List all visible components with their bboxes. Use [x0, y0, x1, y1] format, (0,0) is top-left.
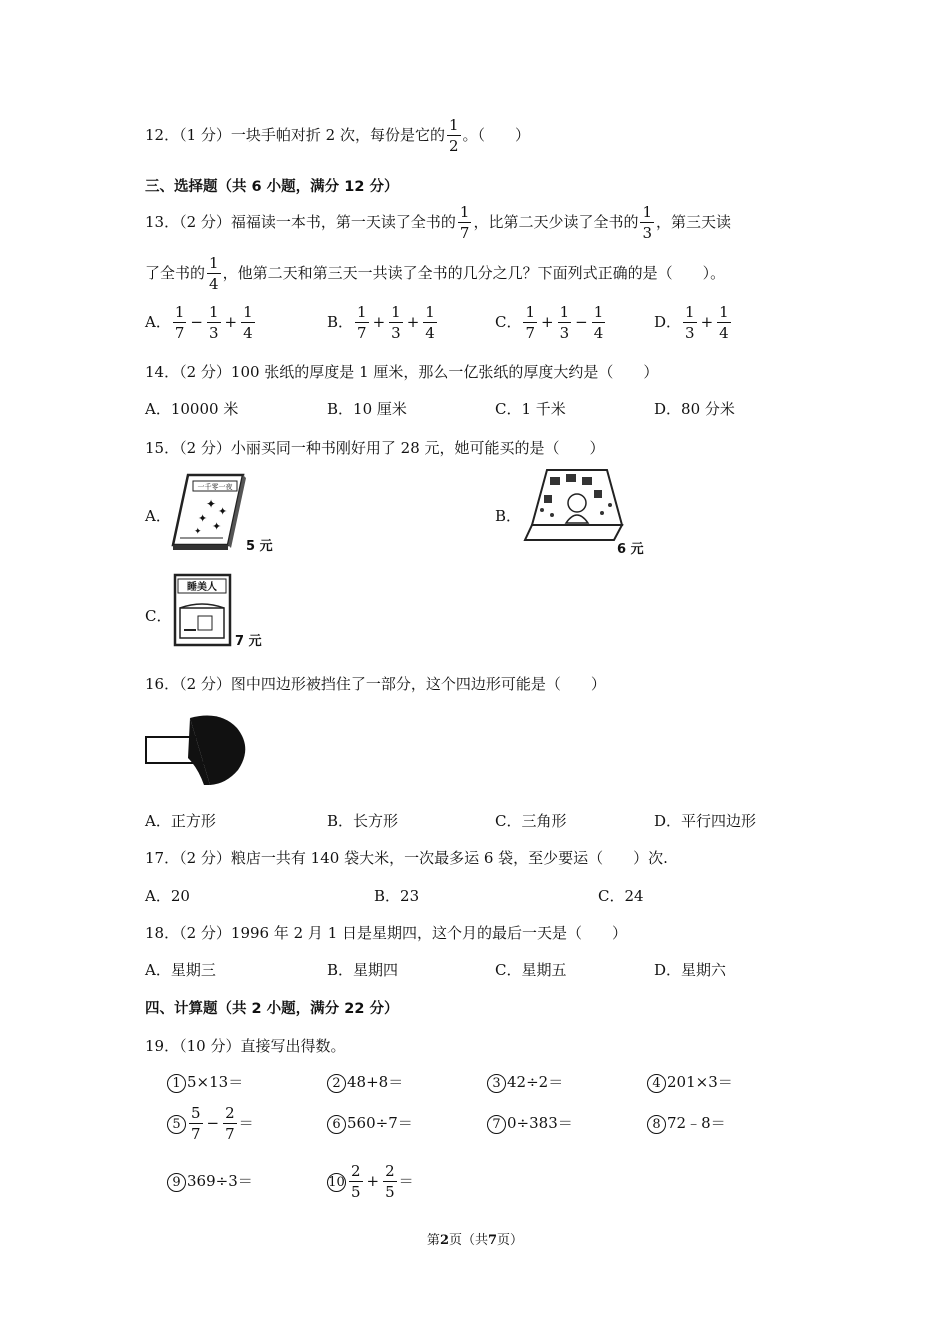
circled-number: 9: [167, 1173, 186, 1192]
quadrilateral-figure: [140, 708, 255, 788]
question-15: 15．（2 分）小丽买同一种书刚好用了 28 元，她可能买的是（ ）: [145, 439, 605, 457]
question-text: ，他第二天和第三天一共读了全书的几分之几？下面列式正确的是（ ）。: [222, 264, 726, 282]
fraction: $\frac{1}{4}$: [593, 303, 604, 342]
option-c: C． $\frac{1}{7}$ + $\frac{1}{3}$ − $\frac{1}{4}$: [495, 303, 604, 342]
fraction: $\frac{5}{7}$: [191, 1104, 201, 1143]
circled-number: 10: [328, 1174, 345, 1190]
fraction: $\frac{1}{4}$: [209, 254, 219, 293]
fraction: $\frac{2}{5}$: [385, 1162, 395, 1201]
fraction: $\frac{1}{4}$: [425, 303, 435, 342]
fraction: $\frac{1}{4}$: [243, 303, 253, 342]
option-a: A．10000 米: [145, 400, 239, 418]
fraction: $\frac{1}{7}$: [459, 203, 470, 242]
option-b: B． $\frac{1}{7}$ + $\frac{1}{3}$ + $\frac{1}{4}$: [327, 303, 435, 342]
circled-number: 6: [327, 1115, 346, 1134]
option-a: A．: [145, 507, 171, 525]
option-c: C．星期五: [495, 961, 567, 979]
option-a: A． $\frac{1}{7}$ − $\frac{1}{3}$ + $\frac{1}{4}$: [145, 303, 253, 342]
option-d: D．80 分米: [654, 400, 735, 418]
option-b: B．23: [374, 887, 420, 905]
fraction: $\frac{1}{7}$: [525, 303, 536, 342]
option-b: B．星期四: [327, 961, 399, 979]
fraction: $\frac{1}{3}$: [208, 303, 219, 342]
calc-item: 10 $\frac{2}{5}$ + $\frac{2}{5}$ ＝: [328, 1162, 414, 1201]
circled-number: 4: [647, 1074, 666, 1093]
fraction: $\frac{1}{7}$: [174, 303, 185, 342]
question-text: 12．（1 分）一块手帕对折 2 次，每份是它的: [145, 126, 445, 144]
calc-item: 3 42÷2＝: [487, 1071, 563, 1093]
calc-item: 5 $\frac{5}{7}$ − $\frac{2}{7}$ ＝: [167, 1106, 254, 1142]
fraction: $\frac{2}{7}$: [225, 1104, 235, 1143]
option-a: A．正方形: [145, 812, 216, 830]
question-text: 13．（2 分）福福读一本书，第一天读了全书的: [145, 213, 456, 231]
option-c: C．24: [598, 887, 644, 905]
question-text: ，比第二天少读了全书的: [473, 213, 639, 231]
question-14: 14．（2 分）100 张纸的厚度是 1 厘米，那么一亿张纸的厚度大约是（ ）: [145, 363, 659, 381]
fraction: $\frac{1}{3}$: [391, 303, 401, 342]
section-heading-3: 三、选择题（共 6 小题，满分 12 分）: [145, 179, 399, 195]
fraction: $\frac{1}{4}$: [719, 303, 729, 342]
book-a-title: 一千零一夜: [197, 483, 233, 491]
option-a: A．20: [145, 887, 190, 905]
question-13-cont: [145, 256, 725, 292]
option-d: D．星期六: [654, 961, 727, 979]
question-19: 19．（10 分）直接写出得数。: [145, 1037, 346, 1055]
svg-text:✦: ✦: [198, 512, 208, 525]
question-13: [145, 205, 731, 241]
option-b: B．长方形: [327, 812, 399, 830]
section-heading-4: 四、计算题（共 2 小题，满分 22 分）: [145, 1001, 399, 1017]
calc-item: 2 48+8＝: [327, 1071, 403, 1093]
page-total: 7: [488, 1233, 498, 1248]
circled-number: 7: [487, 1115, 506, 1134]
option-c: C．1 千米: [495, 400, 566, 418]
circled-number: 2: [327, 1074, 346, 1093]
book-b-image: [522, 465, 652, 560]
answer-blank: 。（ ）: [462, 126, 531, 144]
price-label: 7 元: [235, 634, 262, 649]
svg-text:✦: ✦: [206, 497, 217, 511]
question-16: 16．（2 分）图中四边形被挡住了一部分，这个四边形可能是（ ）: [145, 675, 606, 693]
question-18: 18．（2 分）1996 年 2 月 1 日是星期四，这个月的最后一天是（ ）: [145, 924, 628, 942]
option-d: D．平行四边形: [654, 812, 757, 830]
fraction: $\frac{2}{5}$: [351, 1162, 361, 1201]
circled-number: 3: [487, 1074, 506, 1093]
calc-item: 7 0÷383＝: [487, 1112, 573, 1134]
option-c: C．: [145, 607, 172, 625]
circled-number: 5: [167, 1115, 186, 1134]
svg-text:✦: ✦: [212, 520, 222, 533]
fraction: $\frac{1}{3}$: [642, 203, 653, 242]
calc-item: 6 560÷7＝: [327, 1112, 413, 1134]
calc-item: 4 201×3＝: [647, 1071, 733, 1093]
option-b: B．10 厘米: [327, 400, 407, 418]
svg-text:✦: ✦: [218, 505, 228, 518]
price-label: 6 元: [617, 542, 644, 557]
calc-item: 1 5×13＝: [167, 1071, 243, 1093]
fraction: $\frac{1}{3}$: [559, 303, 570, 342]
book-c-image: [170, 572, 280, 652]
book-c-title: 睡美人: [187, 582, 217, 593]
option-d: D． $\frac{1}{3}$ + $\frac{1}{4}$: [654, 303, 729, 342]
svg-text:✦: ✦: [194, 527, 202, 537]
option-a: A．星期三: [145, 961, 216, 979]
option-b: B．: [495, 507, 522, 525]
circled-number: 8: [647, 1115, 666, 1134]
book-a-image: [168, 470, 283, 555]
question-12: [145, 118, 530, 154]
option-c: C．三角形: [495, 812, 567, 830]
calc-item: 8 72﹣8＝: [647, 1112, 726, 1134]
circled-number: 1: [167, 1074, 186, 1093]
page-footer: 第2页（共7页）: [426, 1233, 524, 1248]
calc-item: 9 369÷3＝: [167, 1170, 253, 1192]
question-text: ，第三天读: [656, 213, 732, 231]
price-label: 5 元: [246, 539, 273, 554]
fraction: $\frac{1}{2}$: [448, 116, 459, 155]
question-17: 17．（2 分）粮店一共有 140 袋大米，一次最多运 6 袋，至少要运（ ）次.: [145, 849, 668, 867]
question-text: 了全书的: [145, 264, 206, 282]
fraction: $\frac{1}{7}$: [357, 303, 367, 342]
fraction: $\frac{1}{3}$: [685, 303, 695, 342]
page-number: 2: [439, 1233, 449, 1248]
